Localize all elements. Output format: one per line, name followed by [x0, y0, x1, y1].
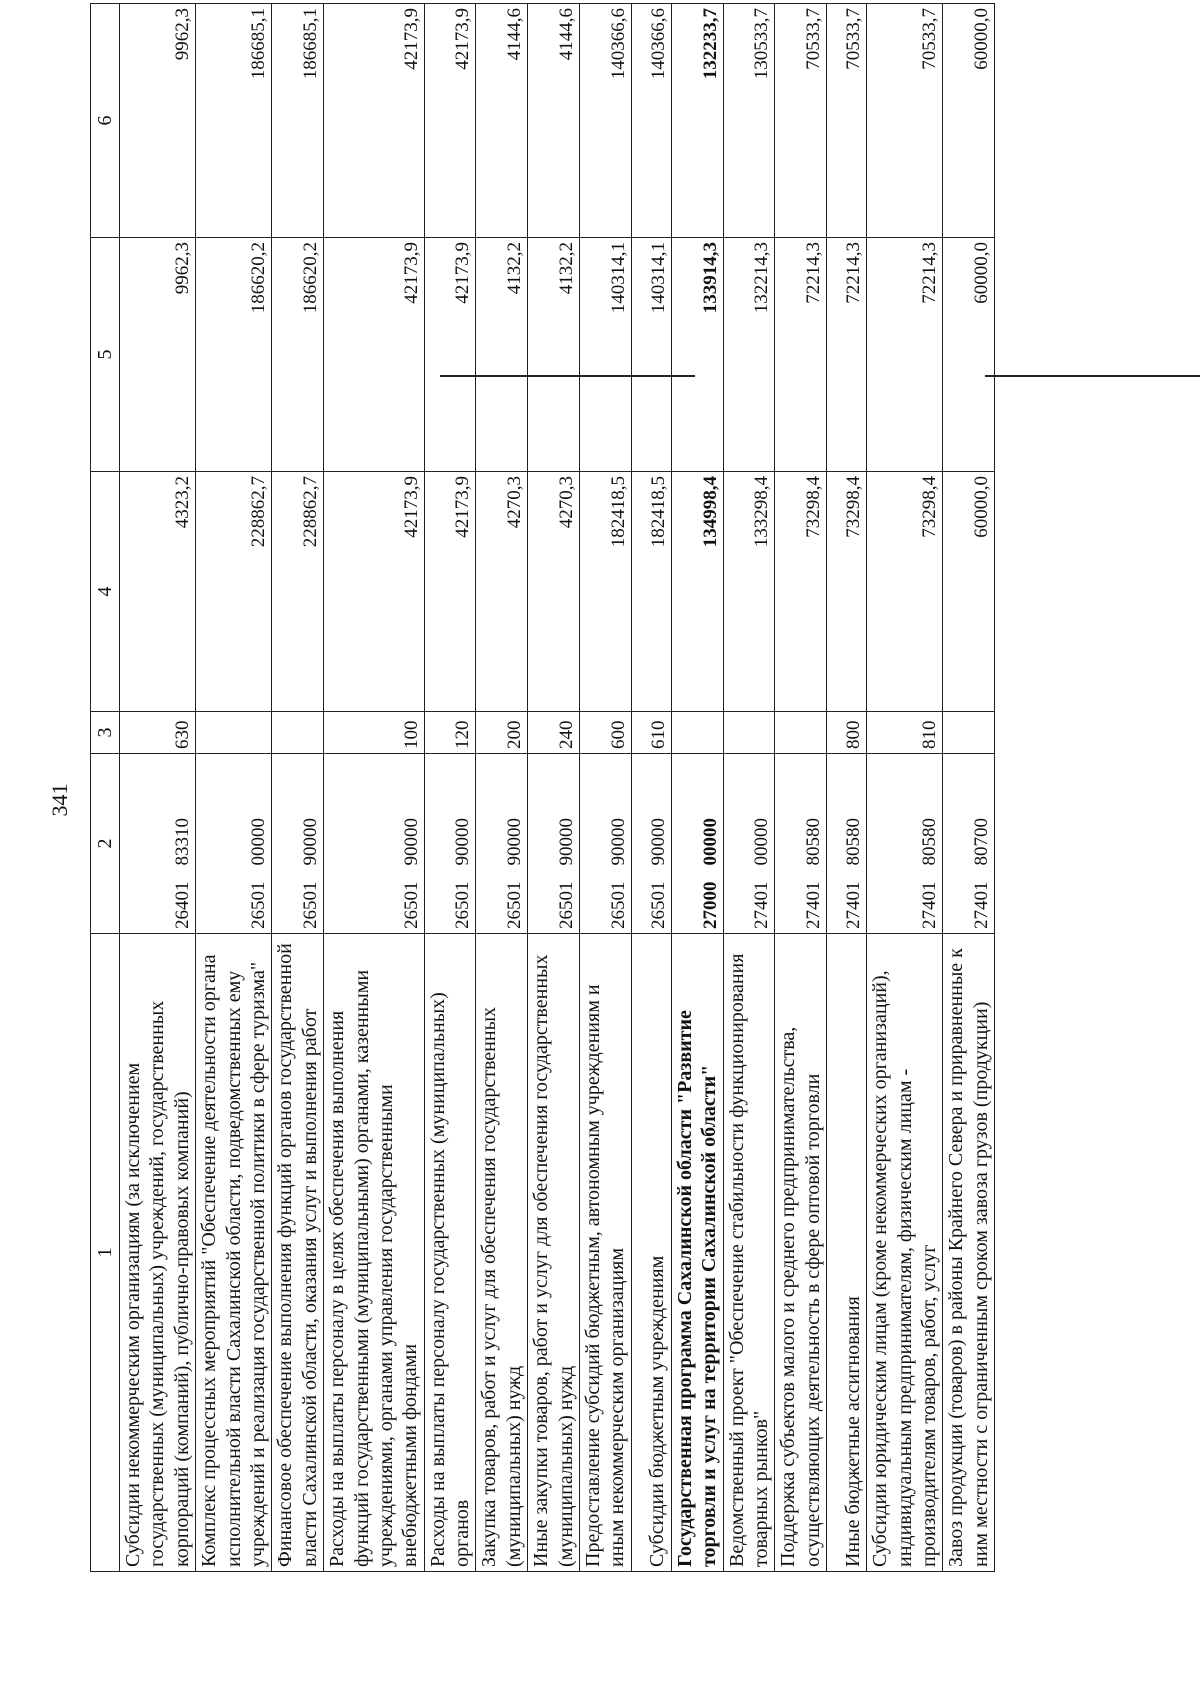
row-name: Иные бюджетные ассигнования — [827, 934, 867, 1572]
row-name: Расходы на выплаты персоналу государственных (муниципальных) органов — [424, 934, 476, 1572]
row-value-2023: 133914,3 — [671, 238, 723, 472]
row-code — [580, 754, 632, 934]
row-value-2024: 186685,1 — [272, 4, 324, 238]
row-value-2022: 134998,4 — [671, 472, 723, 712]
row-value-2024: 42173,9 — [424, 4, 476, 238]
code-part-2: 90000 — [556, 818, 578, 866]
row-value-2023: 72214,3 — [867, 238, 943, 472]
code-part-1: 26501 — [452, 881, 474, 929]
row-value-2024: 70533,7 — [775, 4, 827, 238]
row-expense-type: 630 — [120, 712, 196, 754]
row-name: Финансовое обеспечение выполнения функций органов государственной власти Сахалинской области, оказания услуг и выполнения работ — [272, 934, 324, 1572]
row-code — [424, 754, 476, 934]
row-value-2022: 182418,5 — [631, 472, 671, 712]
code-part-2: 83310 — [172, 818, 194, 866]
code-part-2: 90000 — [607, 818, 629, 866]
column-header: 6 — [91, 4, 120, 238]
column-header: 5 — [91, 238, 120, 472]
row-value-2024: 140366,6 — [631, 4, 671, 238]
row-value-2023: 60000,0 — [943, 238, 995, 472]
row-expense-type: 610 — [631, 712, 671, 754]
code-part-1: 26501 — [400, 881, 422, 929]
code-part-1: 27401 — [971, 881, 993, 929]
row-value-2024: 9962,3 — [120, 4, 196, 238]
row-name: Ведомственный проект "Обеспечение стабильности функционирования товарных рынков" — [723, 934, 775, 1572]
row-code — [324, 754, 425, 934]
table-row — [324, 4, 425, 1572]
row-code — [631, 754, 671, 934]
code-part-2: 90000 — [647, 818, 669, 866]
row-value-2022: 73298,4 — [827, 472, 867, 712]
row-name: Завоз продукции (товаров) в районы Крайнего Севера и приравненные к ним местности с ограниченным сроком завоза грузов (продукции) — [943, 934, 995, 1572]
row-name: Субсидии юридическим лицам (кроме некоммерческих организаций), индивидуальным предпринимателям, физическим лицам - производителям товаров, работ, услуг — [867, 934, 943, 1572]
code-part-1: 26501 — [504, 881, 526, 929]
table-row — [775, 4, 827, 1572]
code-part-1: 26501 — [248, 881, 270, 929]
code-part-2: 80580 — [803, 818, 825, 866]
row-code — [528, 754, 580, 934]
row-value-2024: 132233,7 — [671, 4, 723, 238]
row-value-2023: 4132,2 — [528, 238, 580, 472]
table-row — [867, 4, 943, 1572]
table-row — [943, 4, 995, 1572]
rotated-table-container — [90, 4, 1090, 1572]
table-row — [424, 4, 476, 1572]
row-value-2022: 4270,3 — [476, 472, 528, 712]
row-value-2024: 42173,9 — [324, 4, 425, 238]
code-part-2: 90000 — [400, 818, 422, 866]
row-code — [723, 754, 775, 934]
row-value-2023: 72214,3 — [775, 238, 827, 472]
row-expense-type — [723, 712, 775, 754]
column-header: 2 — [91, 754, 120, 934]
table-row — [631, 4, 671, 1572]
row-name: Расходы на выплаты персоналу в целях обеспечения выполнения функций государственными (муниципальными) органами, казенными учреждениями, органами управления государственными внебюджетными фондами — [324, 934, 425, 1572]
table-row — [272, 4, 324, 1572]
row-code — [671, 754, 723, 934]
row-name: Субсидии некоммерческим организациям (за исключением государственных (муниципальных) учреждений, государственных корпораций (компаний), публично-правовых компаний) — [120, 934, 196, 1572]
row-value-2024: 130533,7 — [723, 4, 775, 238]
row-value-2024: 70533,7 — [867, 4, 943, 238]
row-value-2023: 140314,1 — [631, 238, 671, 472]
header-row — [91, 4, 120, 1572]
code-part-2: 80580 — [919, 818, 941, 866]
row-value-2024: 4144,6 — [528, 4, 580, 238]
row-value-2024: 4144,6 — [476, 4, 528, 238]
row-value-2022: 60000,0 — [943, 472, 995, 712]
row-value-2022: 228862,7 — [272, 472, 324, 712]
code-part-1: 27401 — [751, 881, 773, 929]
row-value-2023: 9962,3 — [120, 238, 196, 472]
code-part-2: 90000 — [504, 818, 526, 866]
row-value-2022: 228862,7 — [196, 472, 272, 712]
table-row — [723, 4, 775, 1572]
row-code — [196, 754, 272, 934]
row-value-2024: 186685,1 — [196, 4, 272, 238]
table-row — [580, 4, 632, 1572]
row-code — [867, 754, 943, 934]
row-value-2024: 60000,0 — [943, 4, 995, 238]
row-value-2022: 42173,9 — [424, 472, 476, 712]
code-part-1: 27000 — [699, 881, 721, 929]
row-expense-type — [671, 712, 723, 754]
column-header: 1 — [91, 934, 120, 1572]
code-part-1: 26501 — [300, 881, 322, 929]
column-header: 3 — [91, 712, 120, 754]
row-name: Иные закупки товаров, работ и услуг для обеспечения государственных (муниципальных) нужд — [528, 934, 580, 1572]
code-part-2: 90000 — [452, 818, 474, 866]
row-value-2024: 70533,7 — [827, 4, 867, 238]
row-expense-type — [196, 712, 272, 754]
code-part-1: 27401 — [803, 881, 825, 929]
code-part-2: 80580 — [843, 818, 865, 866]
table-row — [671, 4, 723, 1572]
row-expense-type: 600 — [580, 712, 632, 754]
table-row — [476, 4, 528, 1572]
row-value-2023: 186620,2 — [272, 238, 324, 472]
row-value-2022: 182418,5 — [580, 472, 632, 712]
table-row — [196, 4, 272, 1572]
row-code — [827, 754, 867, 934]
row-value-2022: 73298,4 — [867, 472, 943, 712]
code-part-2: 00000 — [751, 818, 773, 866]
page-number: 341 — [47, 783, 72, 817]
row-value-2023: 4132,2 — [476, 238, 528, 472]
row-name: Субсидии бюджетным учреждениям — [631, 934, 671, 1572]
row-code — [120, 754, 196, 934]
row-value-2023: 132214,3 — [723, 238, 775, 472]
row-value-2022: 133298,4 — [723, 472, 775, 712]
row-expense-type: 100 — [324, 712, 425, 754]
row-value-2023: 42173,9 — [424, 238, 476, 472]
code-part-1: 26501 — [607, 881, 629, 929]
column-header: 4 — [91, 472, 120, 712]
row-code — [476, 754, 528, 934]
row-value-2023: 186620,2 — [196, 238, 272, 472]
row-value-2023: 42173,9 — [324, 238, 425, 472]
row-expense-type: 800 — [827, 712, 867, 754]
code-part-2: 80700 — [971, 818, 993, 866]
row-expense-type: 810 — [867, 712, 943, 754]
code-part-1: 26501 — [647, 881, 669, 929]
code-part-1: 26401 — [172, 881, 194, 929]
code-part-1: 27401 — [843, 881, 865, 929]
code-part-1: 27401 — [919, 881, 941, 929]
row-code — [943, 754, 995, 934]
row-expense-type — [943, 712, 995, 754]
row-name: Предоставление субсидий бюджетным, автономным учреждениям и иным некоммерческим организациям — [580, 934, 632, 1572]
row-value-2022: 4270,3 — [528, 472, 580, 712]
budget-table — [90, 3, 995, 1572]
row-value-2022: 4323,2 — [120, 472, 196, 712]
row-value-2022: 42173,9 — [324, 472, 425, 712]
table-row — [528, 4, 580, 1572]
row-code — [775, 754, 827, 934]
row-expense-type — [272, 712, 324, 754]
code-part-1: 26501 — [556, 881, 578, 929]
row-name: Комплекс процессных мероприятий "Обеспечение деятельности органа исполнительной власти Сахалинской области, подведомственных ему учреждений и реализация государственной политики в сфере туризма" — [196, 934, 272, 1572]
code-part-2: 90000 — [300, 818, 322, 866]
row-code — [272, 754, 324, 934]
row-value-2024: 140366,6 — [580, 4, 632, 238]
row-expense-type: 240 — [528, 712, 580, 754]
row-name: Государственная программа Сахалинской области "Развитие торговли и услуг на территории Сахалинской области" — [671, 934, 723, 1572]
code-part-2: 00000 — [248, 818, 270, 866]
table-row — [827, 4, 867, 1572]
row-expense-type — [775, 712, 827, 754]
code-part-2: 00000 — [699, 818, 721, 866]
row-value-2023: 140314,1 — [580, 238, 632, 472]
row-value-2023: 72214,3 — [827, 238, 867, 472]
row-name: Поддержка субъектов малого и среднего предпринимательства, осуществляющих деятельность в сфере оптовой торговли — [775, 934, 827, 1572]
row-expense-type: 120 — [424, 712, 476, 754]
table-row — [120, 4, 196, 1572]
row-name: Закупка товаров, работ и услуг для обеспечения государственных (муниципальных) нужд — [476, 934, 528, 1572]
row-value-2022: 73298,4 — [775, 472, 827, 712]
row-expense-type: 200 — [476, 712, 528, 754]
